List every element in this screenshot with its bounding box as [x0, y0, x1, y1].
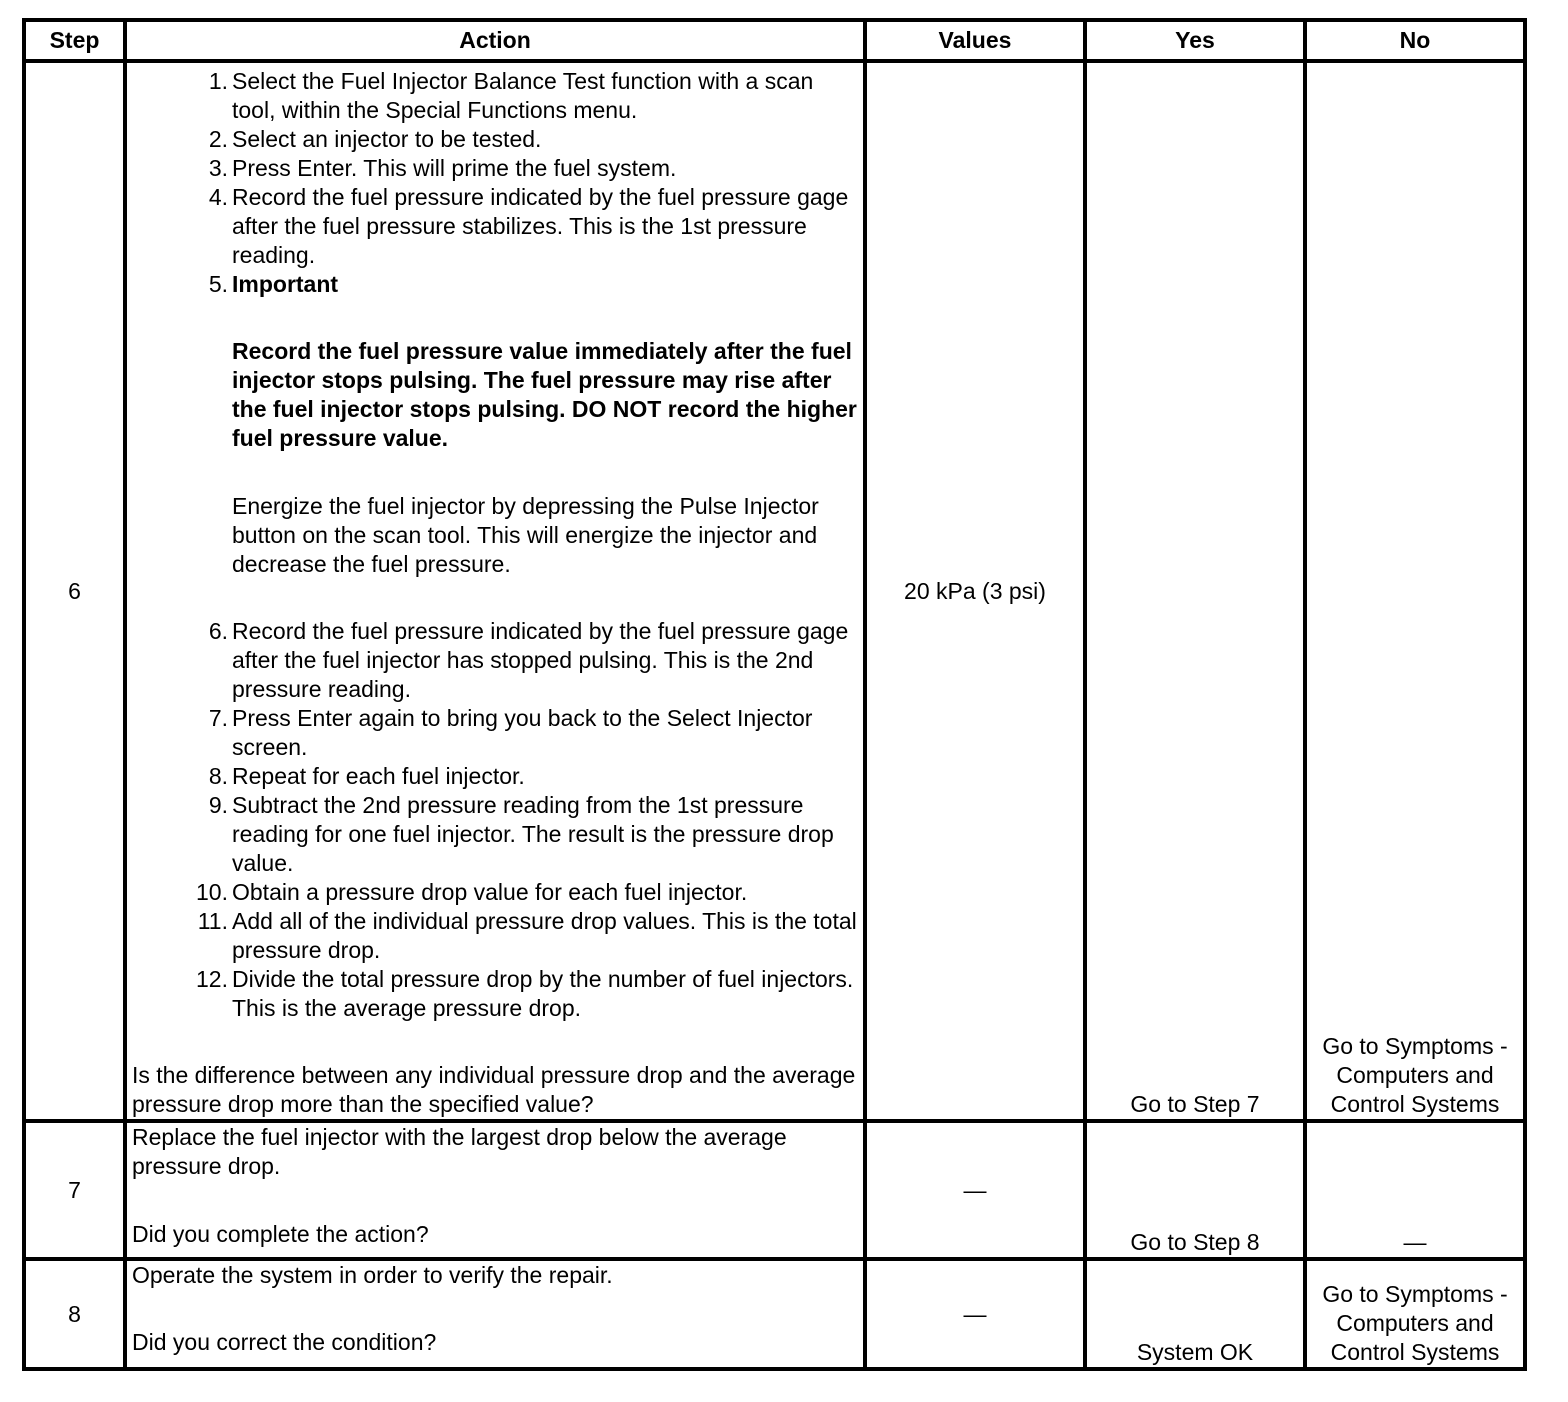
action-cell [125, 1259, 865, 1369]
list-item: 3. Press Enter. This will prime the fuel system. [208, 155, 677, 181]
table-row-step-7 [24, 1121, 1525, 1259]
list-item: 10. Obtain a pressure drop value for each fuel injector. [196, 879, 748, 905]
action-cell [125, 1121, 865, 1259]
header-row [24, 20, 1525, 61]
yes-cell: System OK [1085, 1259, 1305, 1369]
list-item: 6. Record the fuel pressure indicated by the fuel pressure gage after the fuel injector has stopped pulsing. This is the 2nd pressure reading. [208, 618, 849, 702]
list-item-important: 5. Important Record the fuel pressure value immediately after the fuel injector stops pulsing. The fuel pressure may rise after the fuel injector stops pulsing. DO NOT record the higher fuel pressure value. Energize the fuel injector by depressing the Pulse Injector button on the scan tool. This will energize the injector and decrease the fuel pressure. [208, 271, 857, 577]
energize-instruction: Energize the fuel injector by depressing the Pulse Injector button on the scan tool. This will energize the injector and decrease the fuel pressure. [232, 493, 819, 577]
list-item: 4. Record the fuel pressure indicated by the fuel pressure gage after the fuel pressure stabilizes. This is the 1st pressure reading. [208, 184, 849, 268]
header-step: Step [24, 20, 125, 61]
no-cell: Go to Symptoms - Computers and Control Systems [1305, 61, 1525, 1121]
value-cell: — [865, 1259, 1085, 1369]
step-number: 6 [24, 61, 125, 1121]
yes-cell: Go to Step 7 [1085, 61, 1305, 1121]
header-values: Values [865, 20, 1085, 61]
action-cell [125, 61, 865, 1121]
table-row-step-6 [24, 61, 1525, 1121]
list-item: 7. Press Enter again to bring you back to the Select Injector screen. [208, 705, 813, 760]
value-cell: 20 kPa (3 psi) [865, 61, 1085, 1121]
table-row-step-8 [24, 1259, 1525, 1369]
header-yes: Yes [1085, 20, 1305, 61]
action-text: Operate the system in order to verify the repair. [132, 1262, 613, 1288]
question-text: Did you correct the condition? [132, 1329, 437, 1355]
important-note: Record the fuel pressure value immediately after the fuel injector stops pulsing. The fuel pressure may rise after the fuel injector stops pulsing. DO NOT record the higher fuel pressure value. [232, 338, 857, 451]
question-text: Is the difference between any individual pressure drop and the average pressure drop more than the specified value? [132, 1062, 856, 1117]
step-number: 7 [24, 1121, 125, 1259]
diagnostic-table [22, 18, 1527, 1371]
important-label: Important [232, 271, 339, 297]
list-item: 11. Add all of the individual pressure drop values. This is the total pressure drop. [197, 908, 857, 963]
diagnostic-table-wrapper [22, 18, 1527, 1371]
header-action: Action [125, 20, 865, 61]
no-cell: — [1305, 1121, 1525, 1259]
header-no: No [1305, 20, 1525, 61]
step-number: 8 [24, 1259, 125, 1369]
list-item: 12. Divide the total pressure drop by the number of fuel injectors. This is the average pressure drop. [196, 966, 854, 1021]
no-cell: Go to Symptoms - Computers and Control Systems [1305, 1259, 1525, 1369]
action-text: Replace the fuel injector with the largest drop below the average pressure drop. [132, 1124, 787, 1179]
action-steps-list [132, 67, 858, 1023]
list-item: 2. Select an injector to be tested. [208, 126, 542, 152]
question-text: Did you complete the action? [132, 1221, 429, 1247]
list-item: 1. Select the Fuel Injector Balance Test function with a scan tool, within the Special Functions menu. [208, 68, 814, 123]
value-cell: — [865, 1121, 1085, 1259]
list-item: 9. Subtract the 2nd pressure reading from the 1st pressure reading for one fuel injector. The result is the pressure drop value. [208, 792, 834, 876]
list-item: 8. Repeat for each fuel injector. [208, 763, 525, 789]
yes-cell: Go to Step 8 [1085, 1121, 1305, 1259]
